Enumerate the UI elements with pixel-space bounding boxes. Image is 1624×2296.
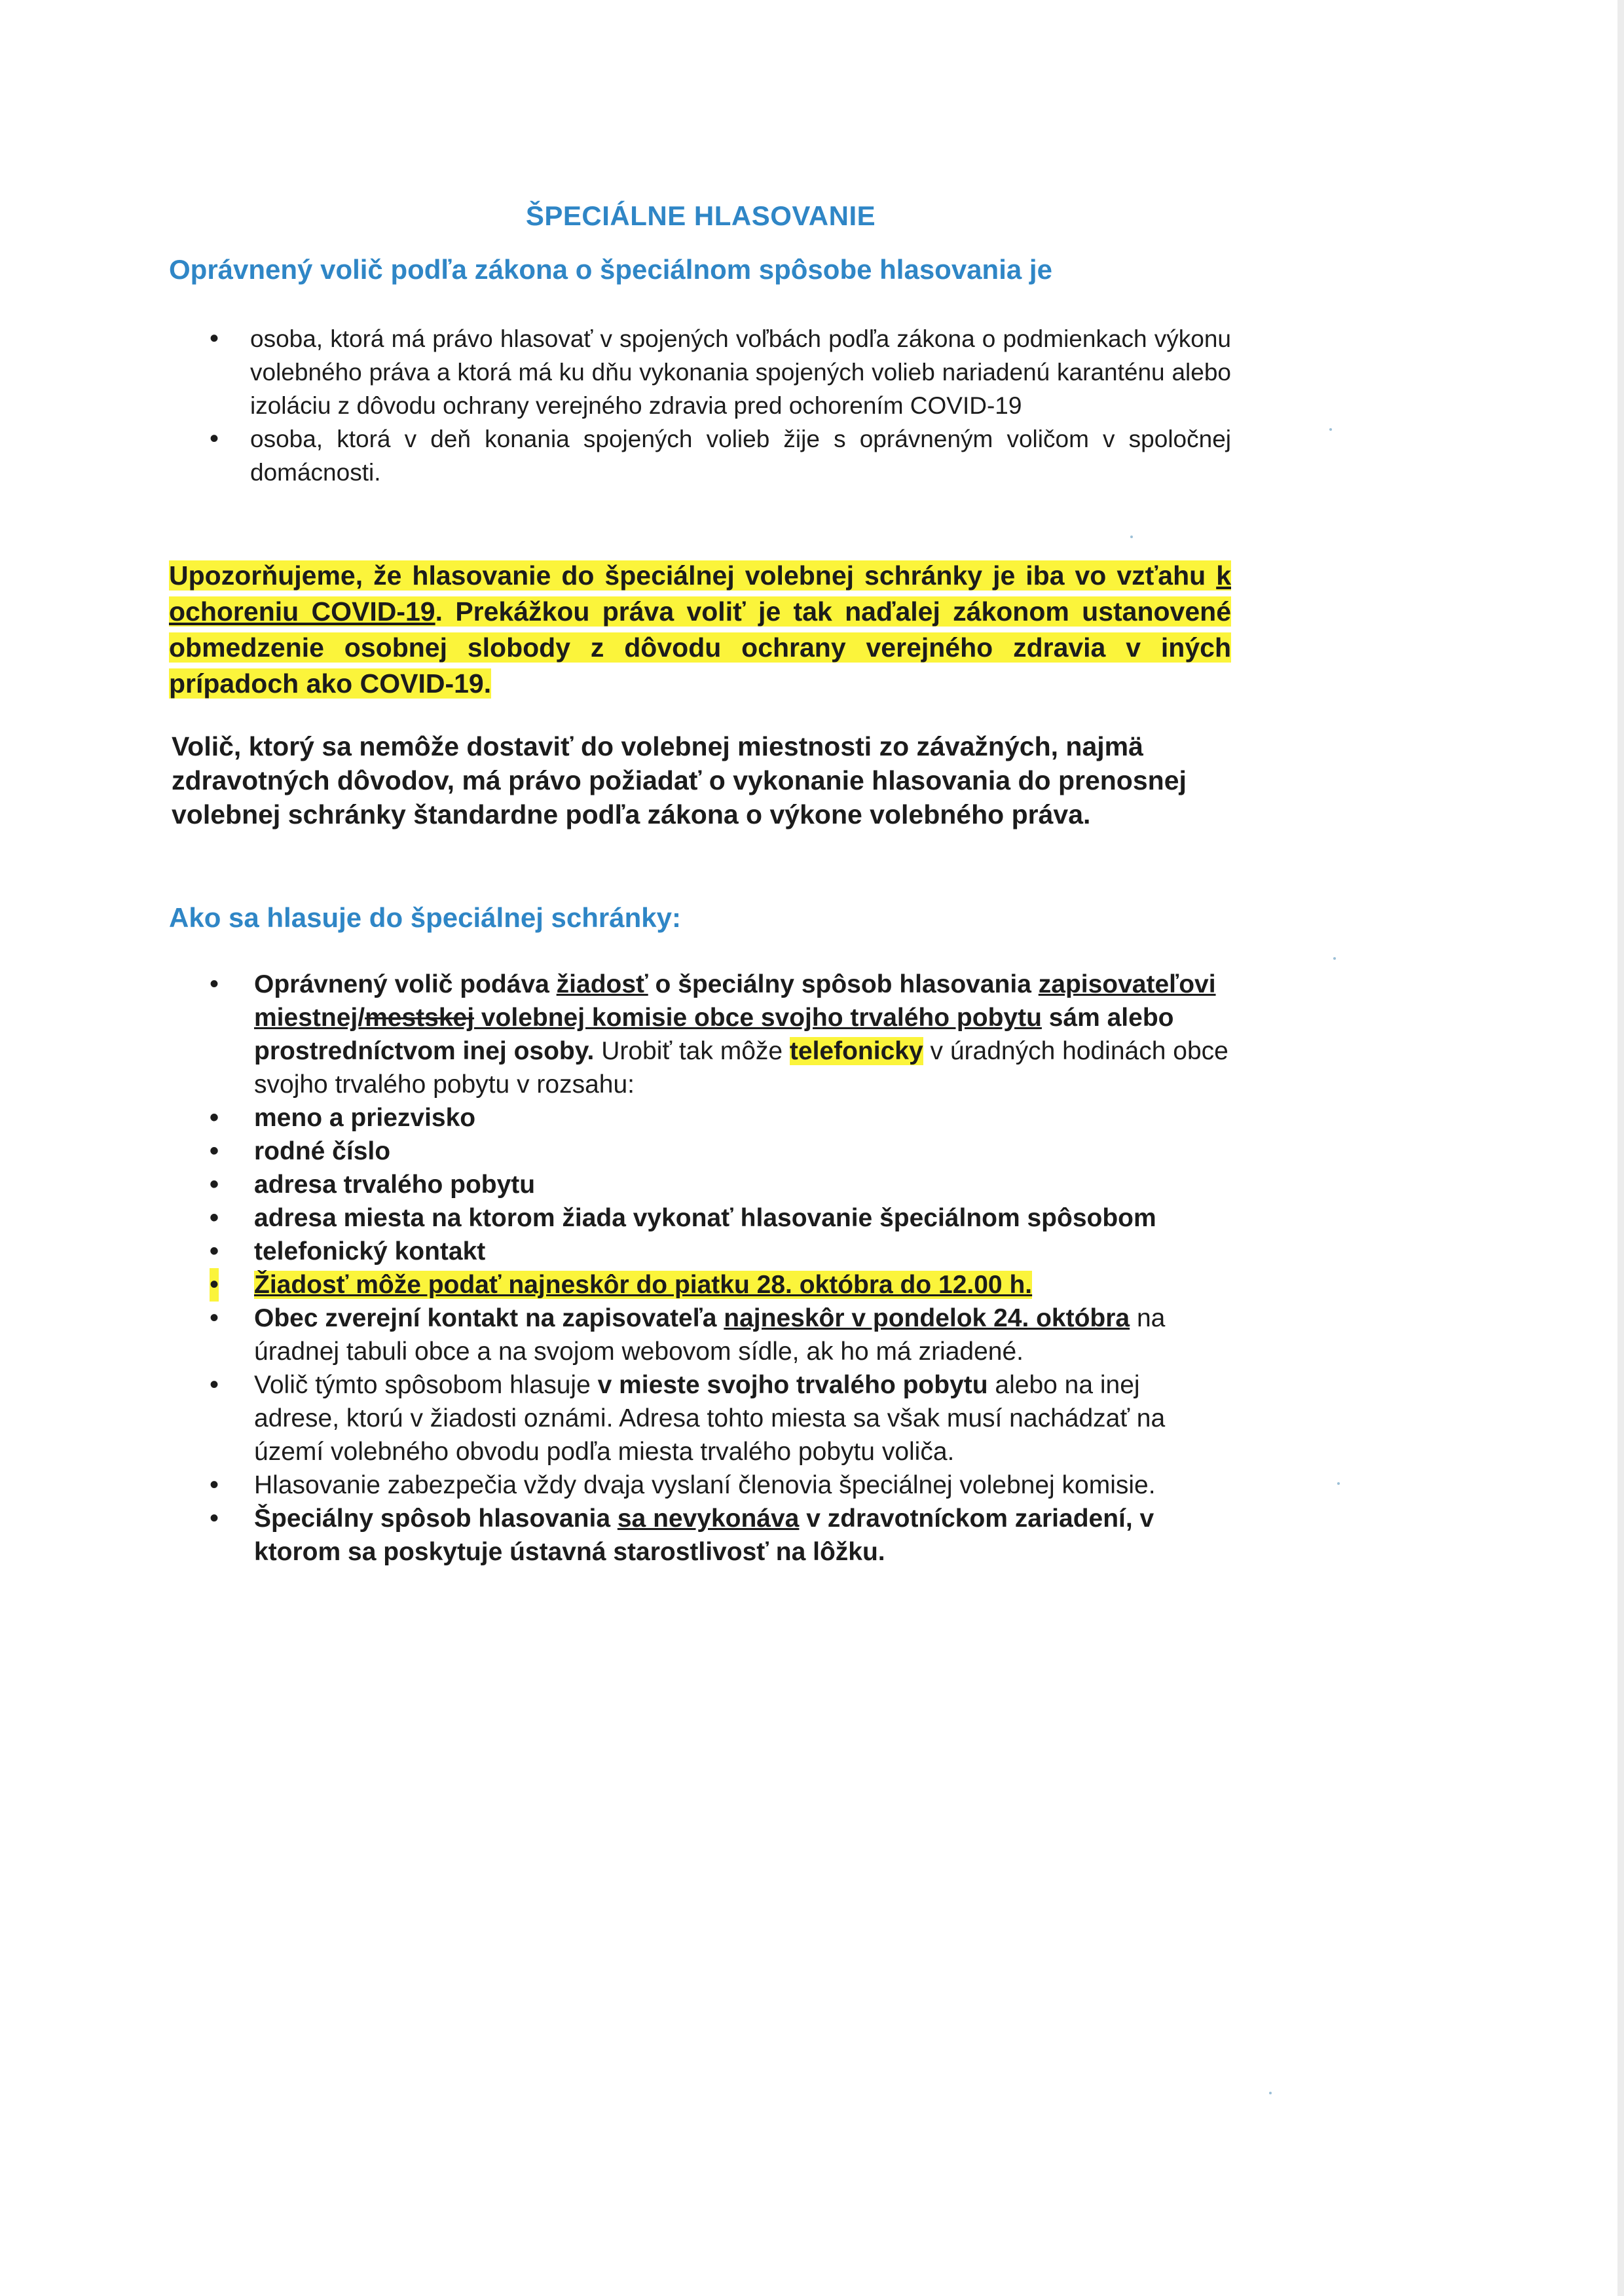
howto-list: [169, 968, 1231, 1569]
warning-text-1: Upozorňujeme, že hlasovanie do špeciálnej volebnej schránky je iba vo vzťahu: [169, 560, 1217, 591]
scan-speck: [1269, 2092, 1272, 2094]
howto-heading: Ako sa hlasuje do špeciálnej schránky:: [169, 902, 681, 933]
list-item: • osoba, ktorá má právo hlasovať v spojených voľbách podľa zákona o podmienkach výkonu volebného práva a ktorá má ku dňu vykonania spojených volieb nariadenú karanténu alebo izoláciu z dôvodu ochrany verejného zdravia pred ochorením COVID-19: [169, 322, 1231, 422]
list-item-field: • rodné číslo: [169, 1135, 1231, 1168]
warning-text-2: . Prekážkou práva voliť je tak naďalej zákonom ustanovené obmedzenie osobnej slobody z dôvodu ochrany verejného zdravia v iných prípadoch ako COVID-19.: [169, 596, 1232, 699]
list-item: • osoba, ktorá v deň konania spojených volieb žije s oprávneným voličom v spoločnej domácnosti.: [169, 422, 1231, 489]
list-item-field: • adresa miesta na ktorom žiada vykonať hlasovanie špeciálnom spôsobom: [169, 1201, 1231, 1235]
scan-speck: [1130, 536, 1133, 538]
warning-covid-link-text: k ochoreniu COVID-19: [169, 560, 1231, 627]
eligibility-list: [169, 322, 1231, 489]
scan-edge: [1617, 0, 1624, 2296]
eligibility-heading: Oprávnený volič podľa zákona o špeciálnom spôsobe hlasovania je: [169, 254, 1052, 285]
scan-speck: [1329, 428, 1332, 431]
covid-warning: [169, 558, 1231, 702]
list-item-deadline: • Žiadosť môže podať najneskôr do piatku 28. októbra do 12.00 h.: [169, 1268, 1231, 1302]
list-item-field: • adresa trvalého pobytu: [169, 1168, 1231, 1201]
scan-speck: [1333, 957, 1336, 960]
scan-speck: [1337, 1482, 1340, 1485]
list-item-members: • Hlasovanie zabezpečia vždy dvaja vyslaní členovia špeciálnej volebnej komisie.: [169, 1468, 1231, 1502]
document-title: ŠPECIÁLNE HLASOVANIE: [525, 200, 876, 231]
list-item-exception: • Špeciálny spôsob hlasovania sa nevykonáva v zdravotníckom zariadení, v ktorom sa poskytuje ústavná starostlivosť na lôžku.: [169, 1502, 1231, 1569]
list-item-field: • telefonický kontakt: [169, 1235, 1231, 1268]
list-item-publish: • Obec zverejní kontakt na zapisovateľa najneskôr v pondelok 24. októbra na úradnej tabuli obce a na svojom webovom sídle, ak ho má zriadené.: [169, 1302, 1231, 1368]
list-item-location: • Volič týmto spôsobom hlasuje v mieste svojho trvalého pobytu alebo na inej adrese, ktorú v žiadosti oznámi. Adresa tohto miesta sa však musí nachádzať na území volebného obvodu podľa miesta trvalého pobytu voliča.: [169, 1368, 1231, 1468]
list-item-field: • meno a priezvisko: [169, 1101, 1231, 1135]
mobile-box-note: Volič, ktorý sa nemôže dostaviť do volebnej miestnosti zo závažných, najmä zdravotných dôvodov, má právo požiadať o vykonanie hlasovania do prenosnej volebnej schránky štandardne podľa zákona o výkone volebného práva.: [172, 731, 1187, 829]
list-item-request: • Oprávnený volič podáva žiadosť o špeciálny spôsob hlasovania zapisovateľovi miestnej/mestskej volebnej komisie obce svojho trvalého pobytu sám alebo prostredníctvom inej osoby. Urobiť tak môže telefonicky v úradných hodinách obce svojho trvalého pobytu v rozsahu:: [169, 968, 1231, 1101]
